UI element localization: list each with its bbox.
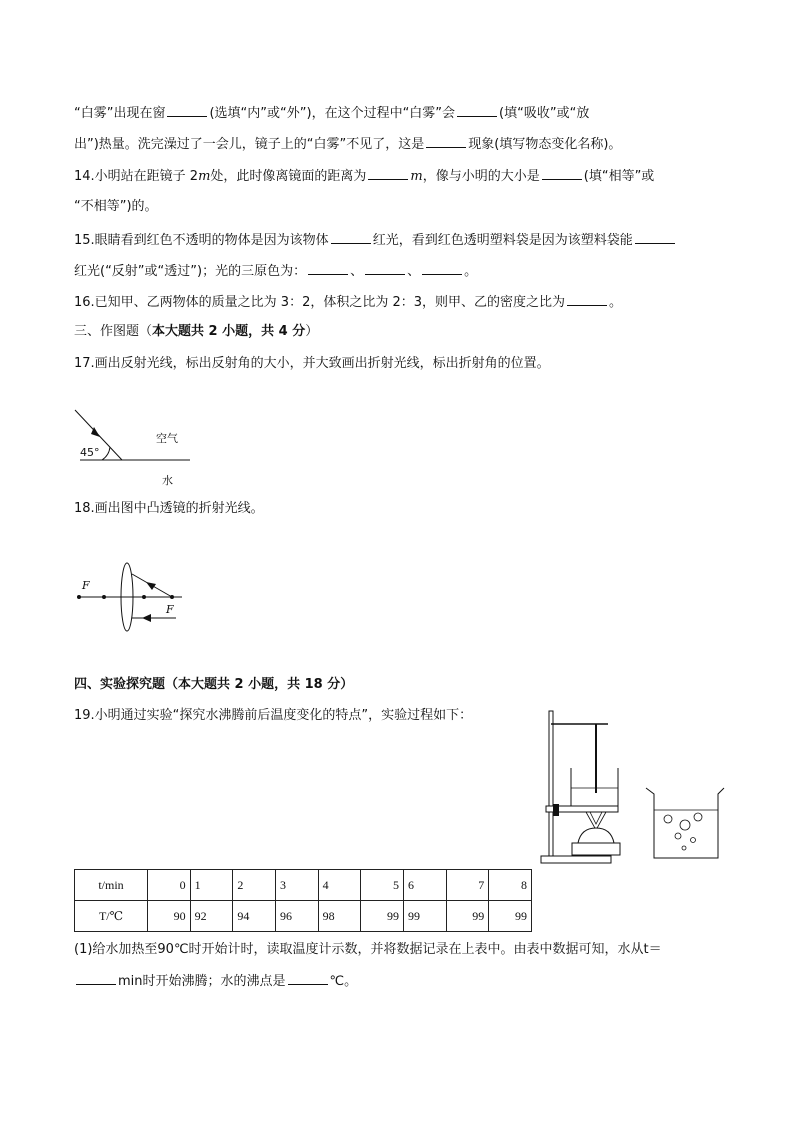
flame [586, 812, 606, 830]
bubble [680, 820, 690, 830]
arrow-icon [142, 614, 151, 622]
water-label: 水 [162, 474, 173, 487]
row-head: T/℃ [75, 901, 148, 932]
temperature-table [74, 869, 532, 932]
q14-text: (填“相等”或 [583, 169, 655, 184]
q18-text: 18.画出图中凸透镜的折射光线。 [74, 501, 264, 516]
table-cell: 0 [148, 870, 191, 901]
table-cell: 98 [318, 901, 361, 932]
answer-blank[interactable] [422, 261, 462, 275]
q17-text: 17.画出反射光线，标出反射角的大小，并大致画出折射光线，标出折射角的位置。 [74, 356, 550, 371]
table-cell: 90 [148, 901, 191, 932]
q15-line2 [74, 261, 477, 281]
q15-text: 红光，看到红色透明塑料袋是因为该塑料袋能 [372, 233, 633, 248]
clamp [553, 804, 559, 816]
table-cell: 99 [361, 901, 404, 932]
q14-text: 处，此时像离镜面的距离为 [210, 169, 367, 184]
q19-text: ℃。 [329, 974, 358, 989]
answer-blank[interactable] [567, 292, 607, 306]
apparatus-figure [538, 708, 728, 868]
q13-text: (填“吸收”或“放 [499, 106, 590, 121]
q17-figure [70, 405, 200, 490]
q18-figure [74, 560, 184, 635]
q15-text: 15.眼睛看到红色不透明的物体是因为该物体 [74, 233, 329, 248]
section-3-bold: 本大题共 2 小题，共 4 分 [152, 324, 306, 339]
q16-line [74, 292, 622, 312]
table-cell: 94 [233, 901, 276, 932]
section-3-text: ） [305, 324, 319, 339]
section-3-text: 三、作图题（ [74, 324, 153, 339]
q14-line1 [74, 166, 654, 186]
lamp-base [572, 843, 620, 855]
q19-text: (1)给水加热至90℃时开始计时，读取温度计示数，并将数据记录在上表中。由表中数据可知，水从t＝ [74, 942, 662, 957]
bubble [694, 813, 702, 821]
q15-line1 [74, 230, 677, 250]
table-cell: 99 [403, 901, 446, 932]
answer-blank[interactable] [76, 971, 116, 985]
bubble [691, 838, 696, 843]
stand-rod [549, 711, 553, 859]
q13-text: 现象(填写物态变化名称)。 [468, 137, 622, 152]
q14-text: 14.小明站在距镜子 2 [74, 169, 199, 184]
q16-text: 16.已知甲、乙两物体的质量之比为 3：2，体积之比为 2：3，则甲、乙的密度之比为 [74, 295, 566, 310]
q19-part1-line2 [74, 971, 357, 991]
focus-point [142, 595, 146, 599]
table-cell: 2 [233, 870, 276, 901]
table-cell: 5 [361, 870, 404, 901]
table-cell: 99 [446, 901, 489, 932]
section-4-heading: 四、实验探究题（本大题共 2 小题，共 18 分） [74, 677, 354, 692]
sep: 、 [350, 264, 364, 279]
table-cell: 96 [275, 901, 318, 932]
bubble [664, 815, 672, 823]
air-label: 空气 [156, 432, 178, 445]
answer-blank[interactable] [457, 103, 497, 117]
bubble [675, 833, 681, 839]
q13-line2 [74, 134, 621, 154]
answer-blank[interactable] [426, 134, 466, 148]
focus-point [77, 595, 81, 599]
unit-m: m [198, 169, 211, 184]
q19-text: 19.小明通过实验“探究水沸腾前后温度变化的特点”，实验过程如下： [74, 708, 473, 723]
stand-base [541, 856, 611, 863]
table-cell: 7 [446, 870, 489, 901]
arrow-icon [146, 582, 156, 590]
answer-blank[interactable] [308, 261, 348, 275]
unit-m: m [410, 169, 423, 184]
answer-blank[interactable] [167, 103, 207, 117]
table-cell: 6 [403, 870, 446, 901]
q19-text: min时开始沸腾；水的沸点是 [118, 974, 286, 989]
table-row [75, 901, 532, 932]
table-cell: 8 [489, 870, 532, 901]
q14-text: ，像与小明的大小是 [422, 169, 540, 184]
q14-line2 [74, 198, 158, 216]
angle-arc [102, 447, 110, 460]
focus-label: F [82, 579, 90, 592]
q15-text: 红光(“反射”或“透过”)；光的三原色为： [74, 264, 307, 279]
q16-end: 。 [609, 295, 623, 310]
q13-line1 [74, 103, 589, 123]
answer-blank[interactable] [331, 230, 371, 244]
table-cell: 99 [489, 901, 532, 932]
answer-blank[interactable] [542, 166, 582, 180]
focus-point [102, 595, 106, 599]
table-cell: 4 [318, 870, 361, 901]
answer-blank[interactable] [368, 166, 408, 180]
beaker [571, 768, 618, 806]
table-cell: 1 [190, 870, 233, 901]
table-cell: 92 [190, 901, 233, 932]
bubble [682, 846, 686, 850]
q13-text: 出”)热量。洗完澡过了一会儿，镜子上的“白雾”不见了，这是 [74, 137, 425, 152]
answer-blank[interactable] [288, 971, 328, 985]
table-row [75, 870, 532, 901]
q19-part1-line1 [74, 941, 662, 959]
alcohol-lamp [578, 828, 614, 843]
table-cell: 3 [275, 870, 318, 901]
q13-text: (选填“内”或“外”)，在这个过程中“白雾”会 [209, 106, 456, 121]
answer-blank[interactable] [635, 230, 675, 244]
q13-text: “白雾”出现在窗 [74, 106, 166, 121]
angle-label: 45° [80, 446, 100, 459]
q14-text: “不相等”)的。 [74, 199, 158, 214]
answer-blank[interactable] [365, 261, 405, 275]
row-head: t/min [75, 870, 148, 901]
q15-end: 。 [464, 264, 478, 279]
sep: 、 [407, 264, 421, 279]
focus-label: F [166, 603, 174, 616]
section-3-heading [74, 323, 318, 341]
